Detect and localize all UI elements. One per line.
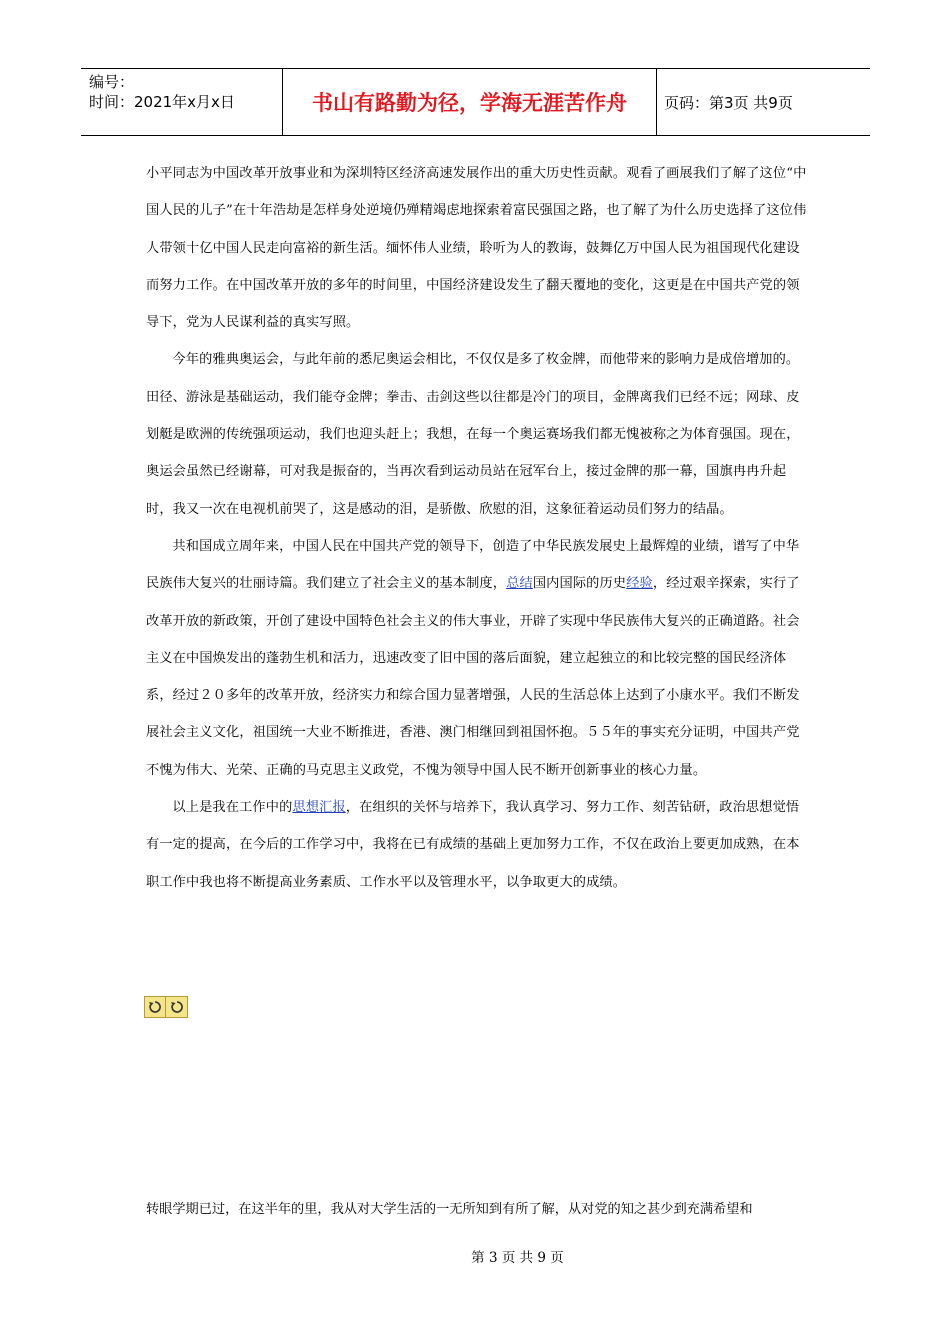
page-footer: 第 3 页 共 9 页 xyxy=(471,1250,564,1266)
paragraph-2: 今年的雅典奥运会，与此年前的悉尼奥运会相比，不仅仅是多了枚金牌，而他带来的影响力是成倍增加的。田径、游泳是基础运动，我们能夺金牌；拳击、击剑这些以往都是冷门的项目，金牌离我们已经不远；网球、皮划艇是欧洲的传统强项运动，我们也迎头赶上；我想，在每一个奥运赛场我们都无愧被称之为体育强国。现在，奥运会虽然已经谢幕，可对我是振奋的，当再次看到运动员站在冠军台上，接过金牌的那一幕，国旗冉冉升起时，我又一次在电视机前哭了，这是感动的泪，是骄傲、欣慰的泪，这象征着运动员们努力的结晶。 xyxy=(146,352,800,517)
paragraph-4-text-a: 以上是我在工作中的 xyxy=(172,800,293,816)
number-label: 编号： xyxy=(89,73,135,91)
time-label: 时间：2021年x月x日 xyxy=(89,93,235,111)
link-thought-report[interactable]: 思想汇报 xyxy=(292,800,346,816)
header-page-info: 页码：第3页 共9页 xyxy=(664,93,793,112)
refresh-icon[interactable] xyxy=(145,997,166,1017)
paragraph-3-text-b: 国内国际的历史 xyxy=(532,576,627,592)
paragraph-3-text-c: ，经过艰辛探索，实行了改革开放的新政策，开创了建设中国特色社会主义的伟大事业，开辟了实现中华民族伟大复兴的正确道路。社会主义在中国焕发出的蓬勃生机和活力，迅速改变了旧中国的落后面貌，建立起独立的和比较完整的国民经济体系，经过２０多年的改革开放，经济实力和综合国力显著增强，人民的生活总体上达到了小康水平。我们不断发展社会主义文化，祖国统一大业不断推进，香港、澳门相继回到祖国怀抱。５５年的事实充分证明，中国共产党不愧为伟大、光荣、正确的马克思主义政党，不愧为领导中国人民不断开创新事业的核心力量。 xyxy=(146,576,800,778)
header-motto: 书山有路勤为径，学海无涯苦作舟 xyxy=(283,69,657,135)
page-header xyxy=(81,68,870,136)
paragraph-1: 小平同志为中国改革开放事业和为深圳特区经济高速发展作出的重大历史性贡献。观看了画展我们了解了这位“中国人民的儿子”在十年浩劫是怎样身处逆境仍殚精竭虑地探索着富民强国之路，也了解了为什么历史选择了这位伟人带领十亿中国人民走向富裕的新生活。缅怀伟人业绩，聆听为人的教诲，鼓舞亿万中国人民为祖国现代化建设而努力工作。在中国改革开放的多年的时间里，中国经济建设发生了翻天覆地的变化，这更是在中国共产党的领导下，党为人民谋利益的真实写照。 xyxy=(146,166,807,331)
document-body xyxy=(146,155,810,901)
continuation-line: 转眼学期已过，在这半年的里，我从对大学生活的一无所知到有所了解，从对党的知之甚少到充满希望和 xyxy=(146,1202,753,1217)
paragraph-4 xyxy=(146,789,810,901)
link-summary[interactable]: 总结 xyxy=(506,576,533,592)
paragraph-3 xyxy=(146,528,810,789)
refresh-icon[interactable] xyxy=(166,997,187,1017)
link-experience[interactable]: 经验 xyxy=(626,576,653,592)
paragraph-4-text-b: ，在组织的关怀与培养下，我认真学习、努力工作、刻苦钻研，政治思想觉悟有一定的提高，在今后的工作学习中，我将在已有成绩的基础上更加努力工作，不仅在政治上要更加成熟，在本职工作中我也将不断提高业务素质、工作水平以及管理水平，以争取更大的成绩。 xyxy=(146,800,800,890)
paragraph-3-text-a: 共和国成立周年来，中国人民在中国共产党的领导下，创造了中华民族发展史上最辉煌的业绩，谱写了中华民族伟大复兴的壮丽诗篇。我们建立了社会主义的基本制度， xyxy=(146,538,800,592)
icon-toolbar xyxy=(144,996,188,1018)
header-meta xyxy=(81,69,283,135)
